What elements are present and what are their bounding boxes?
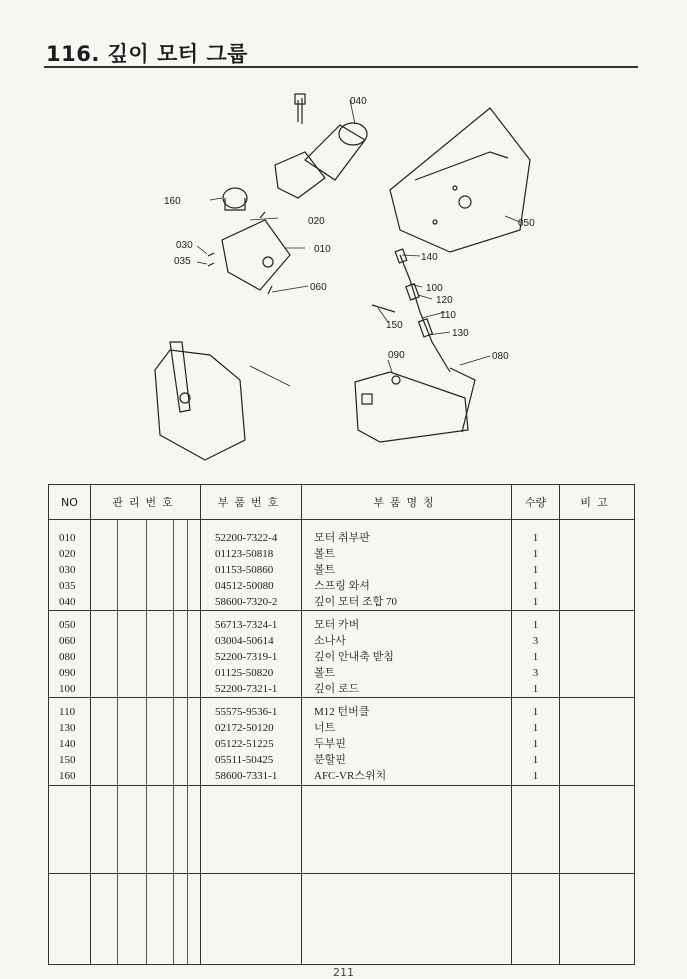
callout-030: 030 xyxy=(176,240,193,251)
part-name: M12 턴버클 xyxy=(314,706,370,718)
management-number-cell xyxy=(91,520,201,611)
table-row xyxy=(49,520,635,611)
parts-group-2 xyxy=(49,611,635,698)
part-name: 깊이 모터 조합 70 xyxy=(314,596,398,608)
part-number: 05511-50425 xyxy=(215,754,274,766)
header-remarks: 비고 xyxy=(560,485,635,520)
part-number: 01125-50820 xyxy=(215,667,274,679)
table-row xyxy=(49,874,635,965)
item-no: 080 xyxy=(59,651,76,663)
callout-010: 010 xyxy=(314,244,331,255)
callout-040: 040 xyxy=(350,96,367,107)
part-name: AFC-VR스위치 xyxy=(314,770,387,782)
part-number: 04512-50080 xyxy=(215,580,274,592)
part-number: 02172-50120 xyxy=(215,722,274,734)
item-no: 030 xyxy=(59,564,76,576)
callout-160: 160 xyxy=(164,196,181,207)
callout-110: 110 xyxy=(440,310,456,321)
quantity: 3 xyxy=(532,635,539,647)
part-name: 깊이 로드 xyxy=(314,683,360,695)
callout-020: 020 xyxy=(308,216,325,227)
item-no: 035 xyxy=(59,580,76,592)
item-no: 010 xyxy=(59,532,76,544)
mounting-plate-shape xyxy=(222,220,290,290)
page-title: 116. 깊이 모터 그룹 xyxy=(46,42,248,66)
item-no: 090 xyxy=(59,667,76,679)
callout-050: 050 xyxy=(518,218,535,229)
header-quantity: 수량 xyxy=(512,485,560,520)
housing-shape xyxy=(155,350,245,460)
parts-group-1 xyxy=(49,520,635,611)
table-row xyxy=(49,698,635,786)
parts-table xyxy=(48,484,635,965)
quantity: 1 xyxy=(532,532,539,544)
table-header-row xyxy=(49,485,635,520)
management-number-cell xyxy=(91,874,201,965)
callout-035: 035 xyxy=(174,256,191,267)
callout-120: 120 xyxy=(436,295,453,306)
exploded-parts-diagram xyxy=(110,80,550,465)
remarks-cell xyxy=(560,698,635,786)
callout-140: 140 xyxy=(421,252,438,263)
callout-130: 130 xyxy=(452,328,469,339)
header-no: NO xyxy=(49,485,91,520)
part-number: 56713-7324-1 xyxy=(215,619,278,631)
item-no: 140 xyxy=(59,738,76,750)
item-no: 060 xyxy=(59,635,76,647)
item-no: 040 xyxy=(59,596,76,608)
part-number: 52200-7322-4 xyxy=(215,532,278,544)
part-name: 볼트 xyxy=(314,564,336,576)
title-divider xyxy=(44,66,638,68)
quantity: 1 xyxy=(532,770,539,782)
part-number: 01123-50818 xyxy=(215,548,274,560)
afc-vr-switch-shape xyxy=(223,188,247,208)
quantity: 1 xyxy=(532,722,539,734)
item-no: 150 xyxy=(59,754,76,766)
management-number-cell xyxy=(91,786,201,874)
parts-group-empty-2 xyxy=(49,874,635,965)
part-number: 58600-7331-1 xyxy=(215,770,278,782)
callout-100: 100 xyxy=(426,283,443,294)
part-name: 너트 xyxy=(314,722,336,734)
remarks-cell xyxy=(560,520,635,611)
item-no: 110 xyxy=(59,706,76,718)
header-part-name: 부품명칭 xyxy=(302,485,512,520)
part-name: 모터 카버 xyxy=(314,619,360,631)
management-number-cell xyxy=(91,611,201,698)
quantity: 1 xyxy=(532,619,539,631)
quantity: 1 xyxy=(532,596,539,608)
header-management-number: 관리번호 xyxy=(91,485,201,520)
motor-cover-shape xyxy=(390,108,530,252)
item-no: 130 xyxy=(59,722,76,734)
quantity: 1 xyxy=(532,580,539,592)
table-row xyxy=(49,611,635,698)
part-name: 깊이 안내축 받침 xyxy=(314,651,394,663)
item-no: 100 xyxy=(59,683,76,695)
part-name: 스프링 와셔 xyxy=(314,580,370,592)
item-no: 020 xyxy=(59,548,76,560)
callout-080: 080 xyxy=(492,351,509,362)
part-number: 55575-9536-1 xyxy=(215,706,278,718)
quantity: 1 xyxy=(532,706,539,718)
part-name: 모터 취부판 xyxy=(314,532,370,544)
quantity: 1 xyxy=(532,564,539,576)
quantity: 1 xyxy=(532,683,539,695)
quantity: 1 xyxy=(532,651,539,663)
item-no: 050 xyxy=(59,619,76,631)
callout-150: 150 xyxy=(386,320,403,331)
quantity: 1 xyxy=(532,548,539,560)
part-name: 소나사 xyxy=(314,635,346,647)
parts-group-3 xyxy=(49,698,635,786)
part-number: 03004-50614 xyxy=(215,635,274,647)
part-number: 05122-51225 xyxy=(215,738,274,750)
item-no: 160 xyxy=(59,770,76,782)
quantity: 1 xyxy=(532,738,539,750)
part-number: 01153-50860 xyxy=(215,564,274,576)
guide-shaft-bracket-shape xyxy=(355,372,468,442)
part-name: 분할핀 xyxy=(314,754,346,766)
part-number: 58600-7320-2 xyxy=(215,596,278,608)
quantity: 1 xyxy=(532,754,539,766)
callout-090: 090 xyxy=(388,350,405,361)
quantity: 3 xyxy=(532,667,539,679)
parts-group-empty-1 xyxy=(49,786,635,874)
motor-shape xyxy=(305,125,365,180)
management-number-cell xyxy=(91,698,201,786)
part-number: 52200-7321-1 xyxy=(215,683,278,695)
remarks-cell xyxy=(560,611,635,698)
part-number: 52200-7319-1 xyxy=(215,651,278,663)
part-name: 두부핀 xyxy=(314,738,346,750)
header-part-number: 부품번호 xyxy=(201,485,302,520)
part-name: 볼트 xyxy=(314,667,336,679)
callout-060: 060 xyxy=(310,282,327,293)
table-row xyxy=(49,786,635,874)
page-number: 211 xyxy=(333,966,354,979)
part-name: 볼트 xyxy=(314,548,336,560)
